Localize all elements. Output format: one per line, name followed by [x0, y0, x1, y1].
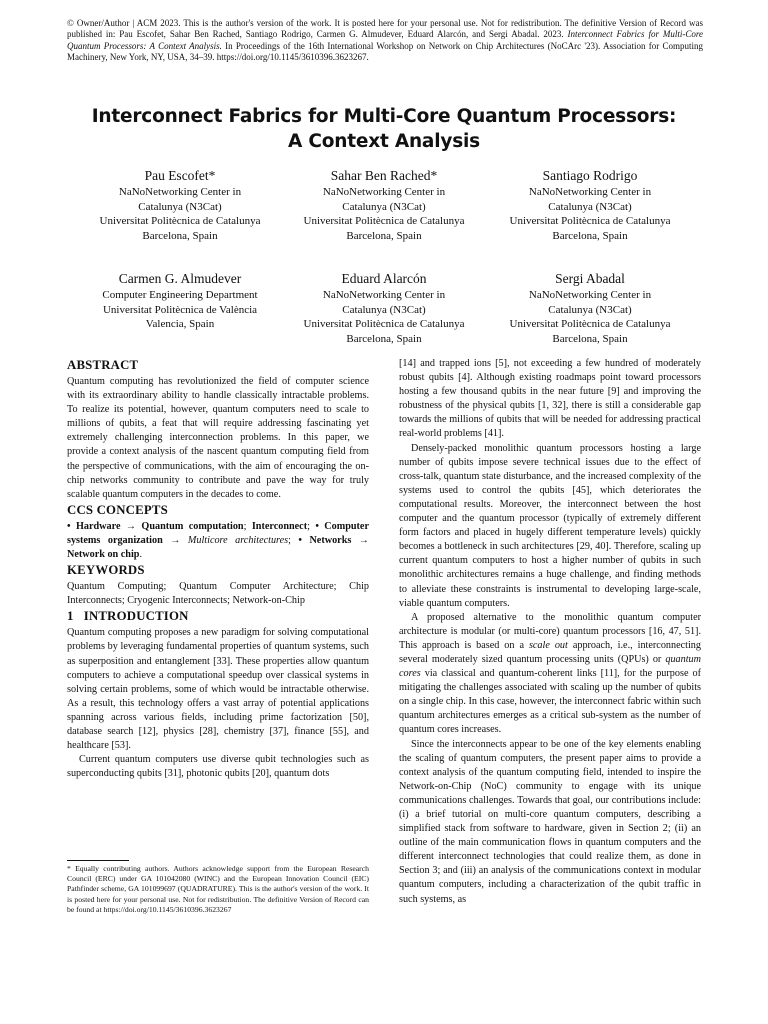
- author-abadal: [480, 270, 700, 346]
- body-emphasis: scale out: [528, 639, 568, 651]
- title-line-2: A Context Analysis: [288, 131, 480, 152]
- footnote-rule: [67, 860, 129, 861]
- author-affiliation: Catalunya (N3Cat): [342, 303, 426, 316]
- abstract-heading: ABSTRACT: [67, 358, 139, 372]
- author-name: Carmen G. Almudever: [118, 271, 242, 286]
- ccs-subterm: Multicore architectures: [180, 534, 289, 546]
- author-alarcon: [274, 270, 494, 346]
- footnote: * Equally contributing authors. Authors acknowledge support from the European Research Council (ERC) under GA 101042080 (WINC) and the European Innovation Council (EIC) Pathfinder scheme, GA 101099697 (QUADRATURE). This is the author's version of the work. It is posted here for your personal use. Not for redistribution. The definitive Version of Record can be found at https://doi.org/10.1145/3610396.3623267: [67, 864, 369, 914]
- body-paragraph-3: [399, 611, 701, 738]
- author-affiliation: Catalunya (N3Cat): [138, 200, 222, 213]
- author-almudever: [70, 270, 290, 332]
- ccs-sep: ;: [307, 520, 316, 532]
- author-affiliation: Universitat Politècnica de Catalunya: [303, 215, 465, 227]
- body-text: A proposed alternative to the monolithic quantum computer architecture is modular (or multi-core) quantum processors [16, 47, 51]. This approach is based on a: [399, 611, 701, 651]
- author-affiliation: Universitat Politècnica de Catalunya: [509, 215, 671, 227]
- author-affiliation: Universitat Politècnica de València: [102, 303, 258, 316]
- author-affiliation: Catalunya (N3Cat): [548, 303, 632, 316]
- ccs-heading: CCS CONCEPTS: [67, 502, 168, 517]
- copyright-title: Interconnect Fabrics for Multi-Core Quantum Processors: A Context Analysis.: [67, 29, 704, 51]
- left-column: [67, 357, 369, 781]
- author-affiliation: Catalunya (N3Cat): [548, 200, 632, 213]
- ccs-sep: .: [139, 549, 142, 561]
- body-paragraph-1: [14] and trapped ions [5], not exceeding a few hundred of moderately robust qubits [4]. Although existing roadmaps point toward processors hosting a few thousand qubits in the near future [9] and improving the robustness of the physical qubits [1, 32], there is still a considerable gap towards the millions of qubits that will be needed for addressing practical real-world problems [41].: [399, 358, 701, 440]
- author-ben-rached: [274, 167, 494, 243]
- author-affiliation: NaNoNetworking Center in: [322, 289, 446, 301]
- author-escofet: [70, 167, 290, 243]
- author-affiliation: NaNoNetworking Center in: [528, 289, 652, 301]
- ccs-term: • Computer systems organization →: [67, 520, 369, 546]
- copyright-notice: [67, 18, 703, 64]
- author-affiliation: Universitat Politècnica de Catalunya: [99, 215, 261, 227]
- author-affiliation: NaNoNetworking Center in: [528, 186, 652, 198]
- paper-title: [0, 104, 768, 154]
- body-emphasis: quantum cores: [399, 653, 701, 680]
- ccs-term: Interconnect: [251, 520, 308, 532]
- right-column: [399, 357, 701, 907]
- author-name: Santiago Rodrigo: [542, 168, 638, 183]
- author-affiliation: Barcelona, Spain: [346, 229, 422, 242]
- copyright-tail: In Proceedings of the 16th International Workshop on Network on Chip Architectures (NoCArc '23). Association for Computing Machinery, New York, NY, USA, 34–39. https://doi.org/10.1145/3610396.3623267.: [67, 40, 703, 63]
- author-affiliation: Barcelona, Spain: [552, 332, 628, 345]
- body-paragraph-4: Since the interconnects appear to be one of the key elements enabling the scaling of quantum computers, the present paper aims to provide a context analysis of the quantum computing field, intended to inspire the Network-on-Chip (NoC) community to engage with its unique communications challenges. Towards that goal, our contributions include: (i) a brief tutorial on multi-core quantum computers, describing a simplified stack from software to hardware, given in Section 2; (ii) an outline of the main communication flows in quantum computers and the different interconnect technologies that could realize them, as done in Section 3; and (iii) an analysis of the communications context in modular quantum computers, including a characterization of the qubit traffic in such systems, as: [399, 738, 701, 905]
- keywords-text: Quantum Computing; Quantum Computer Architecture; Chip Interconnects; Cryogenic Interconnects; Network-on-Chip: [67, 581, 369, 607]
- title-line-1: Interconnect Fabrics for Multi-Core Quantum Processors:: [91, 106, 677, 127]
- author-name: Sahar Ben Rached*: [330, 168, 438, 183]
- author-name: Pau Escofet*: [144, 168, 216, 183]
- introduction-heading: 1 INTRODUCTION: [67, 609, 189, 624]
- ccs-sep: ;: [288, 534, 299, 546]
- abstract-text: Quantum computing has revolutionized the field of computer science with its extraordinary ability to handle classically intractable problems. To realize its potential, however, quantum computers need to scale to millions of qubits, a feat that will require addressing fascinating yet extremely challenging interconnection problems. In this paper, we provide a context analysis of the nascent quantum computing field from the perspective of communications, with the aim of encouraging the on-chip networks community to contribute and pave the way for truly scalable quantum computers in the decades to come.: [67, 376, 369, 500]
- body-text: via classical and quantum-coherent links [11], for the purpose of mitigating the challenges associated with scaling up the number of qubits on a single chip. In this case, however, the interconnect fabric within such quantum architectures emerges as a critical sub-system as the number of quantum cores increases.: [399, 668, 701, 736]
- author-rodrigo: [480, 167, 700, 243]
- ccs-concepts: [67, 520, 369, 562]
- ccs-term: • Networks → Network on chip: [67, 534, 369, 561]
- author-name: Eduard Alarcón: [341, 271, 427, 286]
- intro-paragraph-1: Quantum computing proposes a new paradigm for solving computational problems by leveraging fundamental properties of quantum systems, such as superposition and entanglement [33]. These properties allow quantum computers to achieve a computational speedup over classical systems in solving certain problems, some of which would be intractable otherwise. As a result, this technology offers a vast array of potential applications spanning across various fields, including prime factorization [50], database search [12], physics [28], chemistry [37], finance [55], and healthcare [53].: [67, 627, 369, 752]
- intro-paragraph-2: Current quantum computers use diverse qubit technologies such as superconducting qubits [31], photonic qubits [20], quantum dots: [67, 754, 369, 780]
- ccs-sep: ;: [243, 520, 252, 532]
- author-affiliation: Catalunya (N3Cat): [342, 200, 426, 213]
- author-affiliation: NaNoNetworking Center in: [322, 186, 446, 198]
- body-paragraph-2: Densely-packed monolithic quantum processors hosting a large number of qubits impose severe technical issues due to the effect of cross-talk, quantum state disturbance, and the increased complexity of the systems used to control the qubits [45], which deteriorates the computational results. Moreover, the interconnect between the host computer and the quantum processor (typically of extremely different form factors and placed in hugely different temperature levels) quickly becomes a bottleneck in such architectures [29, 40]. Therefore, scaling up current quantum computers to host a higher number of qubits in such monolithic architectures remains a huge challenge, and finding methods to alleviate these constraints is instrumental to developing large-scale, viable quantum computers.: [399, 442, 701, 609]
- ccs-term: • Hardware → Quantum computation: [67, 520, 244, 532]
- keywords-heading: KEYWORDS: [67, 563, 145, 578]
- author-affiliation: Universitat Politècnica de Catalunya: [303, 318, 465, 330]
- body-text: approach, i.e., interconnecting several moderately sized quantum processing units (QPUs) or: [399, 639, 701, 665]
- author-affiliation: NaNoNetworking Center in: [118, 186, 242, 198]
- copyright-text: © Owner/Author | ACM 2023. This is the author's version of the work. It is posted here for your personal use. Not for redistribution. The definitive Version of Record was published in: Pau Escofet, Sahar Ben Rached, Santiago Rodrigo, Carmen G. Almudever, Eduard Alarcón, and Sergi Abadal. 2023.: [67, 18, 703, 40]
- author-affiliation: Barcelona, Spain: [346, 332, 422, 345]
- author-affiliation: Barcelona, Spain: [142, 229, 218, 242]
- author-name: Sergi Abadal: [555, 271, 625, 286]
- author-affiliation: Universitat Politècnica de Catalunya: [509, 318, 671, 330]
- author-affiliation: Valencia, Spain: [145, 318, 215, 330]
- author-affiliation: Barcelona, Spain: [552, 229, 628, 242]
- author-affiliation: Computer Engineering Department: [102, 289, 258, 301]
